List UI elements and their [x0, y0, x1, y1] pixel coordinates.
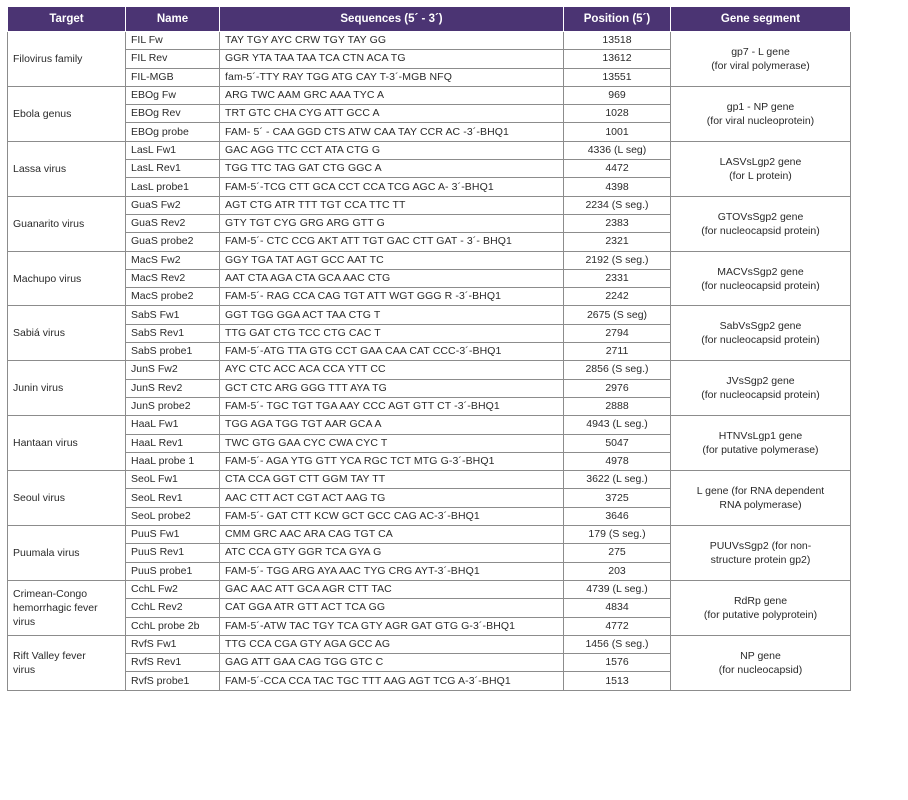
position-cell: 2242 [564, 288, 671, 306]
target-cell: Guanarito virus [8, 196, 126, 251]
table-row [8, 635, 851, 653]
target-cell: Machupo virus [8, 251, 126, 306]
sequence-cell: FAM-5´-TCG CTT GCA CCT CCA TCG AGC A- 3´-BHQ1 [220, 178, 564, 196]
primer-name-cell: FIL Rev [126, 50, 220, 68]
primer-name-cell: MacS probe2 [126, 288, 220, 306]
sequence-cell: TRT GTC CHA CYG ATT GCC A [220, 105, 564, 123]
primer-name-cell: SabS Rev1 [126, 324, 220, 342]
primer-name-cell: LasL probe1 [126, 178, 220, 196]
position-cell: 2888 [564, 397, 671, 415]
primer-name-cell: FIL Fw [126, 32, 220, 50]
header-name: Name [126, 7, 220, 32]
table-row [8, 86, 851, 104]
target-cell: Hantaan virus [8, 416, 126, 471]
position-cell: 969 [564, 86, 671, 104]
sequence-cell: ARG TWC AAM GRC AAA TYC A [220, 86, 564, 104]
sequence-cell: FAM-5´- RAG CCA CAG TGT ATT WGT GGG R -3´-BHQ1 [220, 288, 564, 306]
gene-segment-cell: GTOVsSgp2 gene (for nucleocapsid protein) [671, 196, 851, 251]
sequence-cell: FAM-5´- AGA YTG GTT YCA RGC TCT MTG G-3´-BHQ1 [220, 452, 564, 470]
primer-name-cell: MacS Rev2 [126, 269, 220, 287]
primer-name-cell: SeoL probe2 [126, 507, 220, 525]
primer-name-cell: FIL-MGB [126, 68, 220, 86]
sequence-cell: GGR YTA TAA TAA TCA CTN ACA TG [220, 50, 564, 68]
table-row [8, 416, 851, 434]
primer-name-cell: SabS probe1 [126, 343, 220, 361]
position-cell: 1001 [564, 123, 671, 141]
sequence-cell: CMM GRC AAC ARA CAG TGT CA [220, 526, 564, 544]
gene-segment-cell: MACVsSgp2 gene (for nucleocapsid protein) [671, 251, 851, 306]
primer-name-cell: RvfS Fw1 [126, 635, 220, 653]
gene-segment-cell: JVsSgp2 gene (for nucleocapsid protein) [671, 361, 851, 416]
position-cell: 179 (S seg.) [564, 526, 671, 544]
target-cell: Lassa virus [8, 141, 126, 196]
primer-name-cell: CchL Rev2 [126, 599, 220, 617]
primer-name-cell: CchL Fw2 [126, 580, 220, 598]
primer-name-cell: HaaL probe 1 [126, 452, 220, 470]
sequence-cell: TWC GTG GAA CYC CWA CYC T [220, 434, 564, 452]
primer-name-cell: SeoL Rev1 [126, 489, 220, 507]
primer-name-cell: GuaS Fw2 [126, 196, 220, 214]
primer-name-cell: RvfS Rev1 [126, 654, 220, 672]
position-cell: 2856 (S seg.) [564, 361, 671, 379]
primer-name-cell: RvfS probe1 [126, 672, 220, 690]
position-cell: 4978 [564, 452, 671, 470]
position-cell: 1513 [564, 672, 671, 690]
position-cell: 2794 [564, 324, 671, 342]
position-cell: 3622 (L seg.) [564, 471, 671, 489]
position-cell: 13551 [564, 68, 671, 86]
primer-name-cell: PuuS Rev1 [126, 544, 220, 562]
table-row [8, 196, 851, 214]
target-cell: Seoul virus [8, 471, 126, 526]
position-cell: 3725 [564, 489, 671, 507]
sequence-cell: FAM-5´-ATG TTA GTG CCT GAA CAA CAT CCC-3´-BHQ1 [220, 343, 564, 361]
sequence-cell: GAG ATT GAA CAG TGG GTC C [220, 654, 564, 672]
table-row [8, 526, 851, 544]
target-cell: Crimean-Congo hemorrhagic fever virus [8, 580, 126, 635]
primer-name-cell: EBOg probe [126, 123, 220, 141]
sequence-cell: TGG AGA TGG TGT AAR GCA A [220, 416, 564, 434]
position-cell: 4834 [564, 599, 671, 617]
sequence-cell: CAT GGA ATR GTT ACT TCA GG [220, 599, 564, 617]
sequence-cell: AYC CTC ACC ACA CCA YTT CC [220, 361, 564, 379]
sequence-cell: TAY TGY AYC CRW TGY TAY GG [220, 32, 564, 50]
sequence-cell: AAT CTA AGA CTA GCA AAC CTG [220, 269, 564, 287]
position-cell: 2234 (S seg.) [564, 196, 671, 214]
sequence-cell: FAM-5´- CTC CCG AKT ATT TGT GAC CTT GAT - 3´- BHQ1 [220, 233, 564, 251]
gene-segment-cell: PUUVsSgp2 (for non- structure protein gp2) [671, 526, 851, 581]
table-row [8, 141, 851, 159]
sequence-cell: AAC CTT ACT CGT ACT AAG TG [220, 489, 564, 507]
primer-name-cell: EBOg Fw [126, 86, 220, 104]
sequence-cell: GAC AGG TTC CCT ATA CTG G [220, 141, 564, 159]
primer-name-cell: LasL Rev1 [126, 160, 220, 178]
position-cell: 1028 [564, 105, 671, 123]
sequence-cell: GAC AAC ATT GCA AGR CTT TAC [220, 580, 564, 598]
position-cell: 4943 (L seg.) [564, 416, 671, 434]
position-cell: 4772 [564, 617, 671, 635]
header-position: Position (5´) [564, 7, 671, 32]
primer-name-cell: PuuS Fw1 [126, 526, 220, 544]
sequence-cell: ATC CCA GTY GGR TCA GYA G [220, 544, 564, 562]
position-cell: 2331 [564, 269, 671, 287]
gene-segment-cell: L gene (for RNA dependent RNA polymerase) [671, 471, 851, 526]
position-cell: 203 [564, 562, 671, 580]
header-row [8, 7, 851, 32]
position-cell: 4336 (L seg) [564, 141, 671, 159]
sequence-cell: FAM-5´- GAT CTT KCW GCT GCC CAG AC-3´-BHQ1 [220, 507, 564, 525]
position-cell: 2711 [564, 343, 671, 361]
position-cell: 2675 (S seg) [564, 306, 671, 324]
table-row [8, 580, 851, 598]
position-cell: 1456 (S seg.) [564, 635, 671, 653]
position-cell: 2383 [564, 214, 671, 232]
table-body [8, 32, 851, 691]
position-cell: 13612 [564, 50, 671, 68]
sequence-cell: CTA CCA GGT CTT GGM TAY TT [220, 471, 564, 489]
primer-name-cell: SeoL Fw1 [126, 471, 220, 489]
position-cell: 5047 [564, 434, 671, 452]
header-sequences: Sequences (5´ - 3´) [220, 7, 564, 32]
sequence-cell: fam-5´-TTY RAY TGG ATG CAY T-3´-MGB NFQ [220, 68, 564, 86]
position-cell: 2976 [564, 379, 671, 397]
sequence-cell: GGT TGG GGA ACT TAA CTG T [220, 306, 564, 324]
table-row [8, 361, 851, 379]
primer-name-cell: HaaL Fw1 [126, 416, 220, 434]
table-row [8, 32, 851, 50]
position-cell: 2192 (S seg.) [564, 251, 671, 269]
sequence-cell: FAM- 5´ - CAA GGD CTS ATW CAA TAY CCR AC -3´-BHQ1 [220, 123, 564, 141]
table-row [8, 306, 851, 324]
sequence-cell: TTG GAT CTG TCC CTG CAC T [220, 324, 564, 342]
gene-segment-cell: LASVsLgp2 gene (for L protein) [671, 141, 851, 196]
primer-name-cell: JunS Rev2 [126, 379, 220, 397]
position-cell: 13518 [564, 32, 671, 50]
primer-name-cell: PuuS probe1 [126, 562, 220, 580]
sequence-cell: FAM-5´-ATW TAC TGY TCA GTY AGR GAT GTG G-3´-BHQ1 [220, 617, 564, 635]
primer-name-cell: MacS Fw2 [126, 251, 220, 269]
target-cell: Puumala virus [8, 526, 126, 581]
target-cell: Ebola genus [8, 86, 126, 141]
sequence-cell: FAM-5´-CCA CCA TAC TGC TTT AAG AGT TCG A-3´-BHQ1 [220, 672, 564, 690]
sequence-cell: FAM-5´- TGC TGT TGA AAY CCC AGT GTT CT -3´-BHQ1 [220, 397, 564, 415]
table-row [8, 471, 851, 489]
table-row [8, 251, 851, 269]
sequence-cell: AGT CTG ATR TTT TGT CCA TTC TT [220, 196, 564, 214]
sequence-cell: TTG CCA CGA GTY AGA GCC AG [220, 635, 564, 653]
primer-name-cell: LasL Fw1 [126, 141, 220, 159]
position-cell: 4739 (L seg.) [564, 580, 671, 598]
gene-segment-cell: SabVsSgp2 gene (for nucleocapsid protein) [671, 306, 851, 361]
header-target: Target [8, 7, 126, 32]
sequence-cell: GCT CTC ARG GGG TTT AYA TG [220, 379, 564, 397]
sequence-cell: GGY TGA TAT AGT GCC AAT TC [220, 251, 564, 269]
primer-name-cell: JunS Fw2 [126, 361, 220, 379]
gene-segment-cell: HTNVsLgp1 gene (for putative polymerase) [671, 416, 851, 471]
primer-name-cell: GuaS Rev2 [126, 214, 220, 232]
primer-name-cell: CchL probe 2b [126, 617, 220, 635]
position-cell: 4472 [564, 160, 671, 178]
target-cell: Filovirus family [8, 32, 126, 87]
primer-table [7, 6, 851, 691]
position-cell: 3646 [564, 507, 671, 525]
primer-name-cell: GuaS probe2 [126, 233, 220, 251]
sequence-cell: TGG TTC TAG GAT CTG GGC A [220, 160, 564, 178]
target-cell: Junin virus [8, 361, 126, 416]
gene-segment-cell: RdRp gene (for putative polyprotein) [671, 580, 851, 635]
primer-name-cell: EBOg Rev [126, 105, 220, 123]
primer-name-cell: HaaL Rev1 [126, 434, 220, 452]
sequence-cell: FAM-5´- TGG ARG AYA AAC TYG CRG AYT-3´-BHQ1 [220, 562, 564, 580]
gene-segment-cell: gp7 - L gene (for viral polymerase) [671, 32, 851, 87]
position-cell: 1576 [564, 654, 671, 672]
gene-segment-cell: NP gene (for nucleocapsid) [671, 635, 851, 690]
position-cell: 4398 [564, 178, 671, 196]
sequence-cell: GTY TGT CYG GRG ARG GTT G [220, 214, 564, 232]
primer-name-cell: JunS probe2 [126, 397, 220, 415]
header-gene-segment: Gene segment [671, 7, 851, 32]
target-cell: Rift Valley fever virus [8, 635, 126, 690]
position-cell: 275 [564, 544, 671, 562]
target-cell: Sabiá virus [8, 306, 126, 361]
primer-name-cell: SabS Fw1 [126, 306, 220, 324]
gene-segment-cell: gp1 - NP gene (for viral nucleoprotein) [671, 86, 851, 141]
position-cell: 2321 [564, 233, 671, 251]
